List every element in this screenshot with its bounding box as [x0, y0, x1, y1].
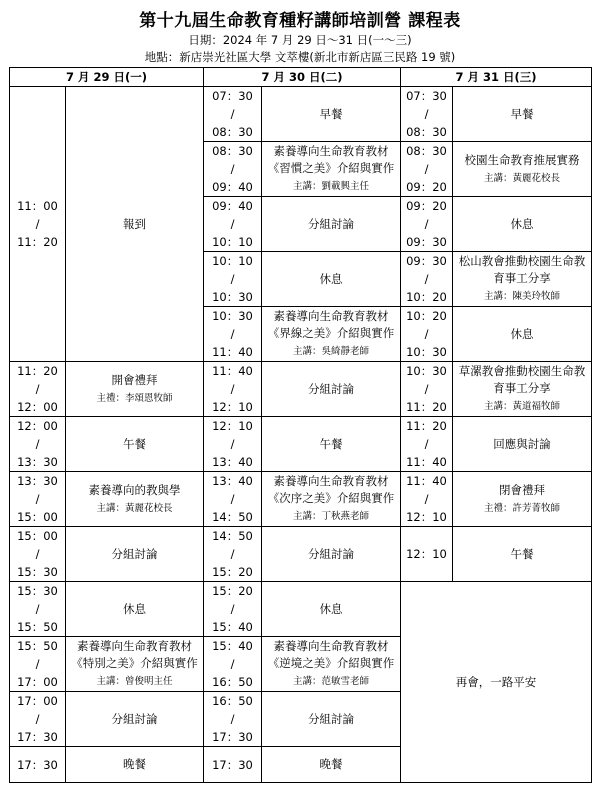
d2-activity-cell	[262, 142, 401, 197]
activity-title: 休息	[510, 326, 534, 341]
activity-title: 分組討論	[111, 546, 158, 561]
d3-activity-cell	[453, 252, 592, 307]
d3-activity-cell	[453, 362, 592, 417]
time-end: 12：10	[212, 400, 253, 414]
activity-title: 校園生命教育推展實務	[464, 152, 580, 167]
time-start: 14：50	[212, 529, 253, 543]
activity-title: 素養導向生命教育教材	[77, 639, 192, 653]
time-separator: /	[230, 107, 235, 121]
time-start: 08：30	[212, 144, 253, 158]
schedule-row	[10, 87, 592, 142]
d2-activity-cell	[262, 417, 401, 472]
time-separator: /	[424, 327, 429, 341]
d2-time-cell	[204, 142, 262, 197]
activity-title: 休息	[319, 271, 343, 286]
time-end: 15：00	[17, 510, 58, 524]
activity-title: 育事工分享	[493, 381, 551, 395]
activity-title: 《特別之美》介紹與實作	[71, 656, 198, 670]
d2-activity-cell	[262, 582, 401, 637]
time-end: 08：30	[212, 125, 253, 139]
date-line: 日期：2024 年 7 月 29 日～31 日(一～三)	[188, 33, 412, 47]
activity-title: 休息	[123, 601, 146, 616]
activity-title: 休息	[319, 601, 343, 616]
time-start: 16：50	[212, 694, 253, 708]
time-end: 12：10	[406, 510, 447, 524]
d2-activity-cell	[262, 527, 401, 582]
activity-title: 報到	[123, 216, 146, 231]
activity-speaker: 主講：黃道福牧師	[483, 401, 560, 412]
d1-time-cell	[10, 582, 66, 637]
time-separator: /	[35, 492, 40, 506]
activity-title: 早餐	[510, 106, 534, 121]
time-separator: /	[230, 382, 235, 396]
time-end: 15：50	[17, 620, 58, 634]
d1-activity-cell	[66, 417, 204, 472]
d3-activity-cell	[453, 87, 592, 142]
time-end: 10：30	[212, 290, 253, 304]
time-separator: /	[424, 492, 429, 506]
time-end: 11：40	[212, 345, 253, 359]
time-start: 09：20	[406, 199, 447, 213]
day-header-row	[10, 68, 592, 87]
time-end: 10：10	[212, 235, 253, 249]
time-end: 15：30	[17, 565, 58, 579]
time-start: 13：40	[212, 474, 253, 488]
time-start: 12：10	[406, 547, 447, 561]
time-end: 09：30	[406, 235, 447, 249]
d3-time-cell	[401, 472, 453, 527]
time-separator: /	[35, 657, 40, 671]
time-start: 17：30	[17, 757, 58, 772]
d3-activity-cell	[453, 527, 592, 582]
time-separator: /	[230, 602, 235, 616]
time-start: 10：30	[406, 364, 447, 378]
time-start: 11：40	[212, 364, 253, 378]
activity-title: 午餐	[123, 436, 146, 451]
farewell-text: 再會，一路平安	[455, 675, 537, 689]
activity-speaker: 主禮：李頌恩牧師	[96, 392, 173, 404]
d2-time-cell	[204, 747, 262, 783]
time-separator: /	[230, 712, 235, 726]
d2-time-cell	[204, 362, 262, 417]
time-start: 09：30	[406, 254, 447, 268]
time-start: 11：40	[406, 474, 447, 488]
activity-title: 早餐	[319, 106, 343, 121]
time-end: 08：30	[406, 125, 447, 139]
page-title: 第十九屆生命教育種籽講師培訓營 課程表	[139, 11, 461, 31]
d3-time-cell	[401, 307, 453, 362]
activity-title: 休息	[510, 216, 534, 231]
d1-time-cell	[10, 87, 66, 362]
schedule-table	[9, 67, 592, 783]
time-start: 15：40	[212, 639, 253, 653]
time-start: 12：00	[17, 419, 58, 433]
activity-speaker: 主講：吳綺靜老師	[292, 346, 369, 357]
time-separator: /	[424, 272, 429, 286]
time-separator: /	[424, 162, 429, 176]
d3-activity-cell	[453, 472, 592, 527]
activity-speaker: 主禮：許芳菁牧師	[483, 502, 560, 514]
d3-time-cell	[401, 87, 453, 142]
d2-time-cell	[204, 472, 262, 527]
time-start: 07：30	[212, 89, 253, 103]
activity-speaker: 主講：劉載興主任	[292, 181, 369, 192]
day-header-1: 7 月 29 日(一)	[10, 68, 204, 87]
time-start: 17：30	[212, 757, 253, 772]
schedule-row	[10, 417, 592, 472]
d2-activity-cell	[262, 747, 401, 783]
time-separator: /	[35, 217, 40, 231]
activity-title: 閉會禮拜	[499, 482, 545, 497]
activity-title: 分組討論	[308, 546, 354, 561]
d2-time-cell	[204, 417, 262, 472]
time-separator: /	[230, 547, 235, 561]
activity-title: 晚餐	[319, 757, 343, 771]
time-start: 15：30	[17, 584, 58, 598]
time-start: 11：20	[406, 419, 447, 433]
time-start: 12：10	[212, 419, 253, 433]
time-separator: /	[35, 712, 40, 726]
time-end: 15：40	[212, 620, 253, 634]
d3-time-cell	[401, 252, 453, 307]
time-start: 07：30	[406, 89, 447, 103]
activity-title: 分組討論	[111, 711, 158, 726]
d1-activity-cell	[66, 747, 204, 783]
activity-title: 《逆境之美》介紹與實作	[267, 656, 395, 670]
time-end: 13：30	[17, 455, 58, 469]
time-separator: /	[35, 382, 40, 396]
schedule-row	[10, 472, 592, 527]
activity-title: 回應與討論	[493, 436, 551, 451]
time-start: 11：00	[17, 199, 58, 213]
time-start: 15：00	[17, 529, 58, 543]
d2-time-cell	[204, 692, 262, 747]
schedule-row	[10, 527, 592, 582]
activity-title: 素養導向生命教育教材	[273, 144, 389, 158]
location-line: 地點：新店崇光社區大學 文萃樓(新北市新店區三民路 19 號)	[144, 50, 456, 64]
d1-activity-cell	[66, 527, 204, 582]
d1-activity-cell	[66, 362, 204, 417]
activity-title: 分組討論	[308, 711, 354, 726]
time-separator: /	[35, 547, 40, 561]
d1-time-cell	[10, 637, 66, 692]
time-end: 09：40	[212, 180, 253, 194]
d3-activity-cell	[453, 142, 592, 197]
time-start: 10：30	[212, 309, 253, 323]
time-separator: /	[230, 437, 235, 451]
time-end: 11：20	[406, 400, 447, 414]
d1-time-cell	[10, 527, 66, 582]
activity-title: 《習慣之美》介紹與實作	[267, 161, 395, 175]
time-separator: /	[35, 437, 40, 451]
time-end: 15：20	[212, 565, 253, 579]
activity-title: 素養導向生命教育教材	[273, 474, 389, 488]
d3-time-cell	[401, 527, 453, 582]
d3-time-cell	[401, 197, 453, 252]
time-separator: /	[230, 162, 235, 176]
time-end: 14：50	[212, 510, 253, 524]
d3-time-cell	[401, 362, 453, 417]
farewell-cell	[401, 582, 592, 783]
d1-time-cell	[10, 692, 66, 747]
d2-activity-cell	[262, 197, 401, 252]
time-start: 09：40	[212, 199, 253, 213]
d1-activity-cell	[66, 87, 204, 362]
d2-time-cell	[204, 527, 262, 582]
d2-time-cell	[204, 252, 262, 307]
d2-time-cell	[204, 87, 262, 142]
activity-title: 分組討論	[308, 216, 354, 231]
schedule-row	[10, 362, 592, 417]
d1-time-cell	[10, 747, 66, 783]
time-separator: /	[35, 602, 40, 616]
time-separator: /	[230, 492, 235, 506]
activity-title: 素養導向生命教育教材	[273, 309, 389, 323]
time-end: 11：20	[17, 235, 58, 249]
activity-title: 午餐	[510, 546, 534, 561]
activity-speaker: 主講：曾俊明主任	[96, 676, 173, 687]
activity-title: 素養導向生命教育教材	[273, 639, 389, 653]
time-separator: /	[424, 107, 429, 121]
time-end: 17：30	[212, 730, 253, 744]
d2-activity-cell	[262, 362, 401, 417]
d2-activity-cell	[262, 472, 401, 527]
time-start: 08：30	[406, 144, 447, 158]
activity-title: 晚餐	[123, 757, 146, 771]
d1-activity-cell	[66, 692, 204, 747]
activity-speaker: 主講：丁秋燕老師	[292, 511, 369, 522]
time-end: 09：20	[406, 180, 447, 194]
d2-activity-cell	[262, 252, 401, 307]
d2-time-cell	[204, 307, 262, 362]
day-header-3: 7 月 31 日(三)	[401, 68, 592, 87]
d2-activity-cell	[262, 307, 401, 362]
time-start: 10：20	[406, 309, 447, 323]
time-end: 16：50	[212, 675, 253, 689]
d2-activity-cell	[262, 87, 401, 142]
time-separator: /	[230, 272, 235, 286]
activity-title: 分組討論	[308, 381, 354, 396]
time-start: 17：00	[17, 694, 58, 708]
d2-activity-cell	[262, 637, 401, 692]
time-end: 10：20	[406, 290, 447, 304]
d1-time-cell	[10, 362, 66, 417]
activity-speaker: 主講：黃麗花校長	[483, 172, 560, 184]
time-end: 17：00	[17, 675, 58, 689]
time-end: 10：30	[406, 345, 447, 359]
activity-title: 松山教會推動校園生命教	[458, 254, 586, 268]
d1-time-cell	[10, 417, 66, 472]
time-start: 15：50	[17, 639, 58, 653]
d1-activity-cell	[66, 582, 204, 637]
time-separator: /	[230, 217, 235, 231]
time-end: 17：30	[17, 730, 58, 744]
activity-speaker: 主講：黃麗花校長	[96, 502, 173, 514]
time-start: 10：10	[212, 254, 253, 268]
time-start: 13：30	[17, 474, 58, 488]
d2-time-cell	[204, 637, 262, 692]
activity-title: 素養導向的教與學	[88, 482, 181, 497]
d2-time-cell	[204, 582, 262, 637]
activity-speaker: 主講：范敏雪老師	[292, 676, 369, 687]
d1-activity-cell	[66, 637, 204, 692]
time-start: 11：20	[17, 364, 58, 378]
d3-time-cell	[401, 142, 453, 197]
activity-title: 草漯教會推動校園生命教	[458, 364, 586, 378]
d1-activity-cell	[66, 472, 204, 527]
activity-title: 午餐	[319, 436, 343, 451]
d3-activity-cell	[453, 197, 592, 252]
d3-activity-cell	[453, 307, 592, 362]
time-end: 12：00	[17, 400, 58, 414]
activity-title: 育事工分享	[493, 271, 551, 285]
activity-title: 《界線之美》介紹與實作	[267, 326, 395, 340]
d3-time-cell	[401, 417, 453, 472]
day-header-2: 7 月 30 日(二)	[204, 68, 401, 87]
time-separator: /	[424, 437, 429, 451]
d2-activity-cell	[262, 692, 401, 747]
d1-time-cell	[10, 472, 66, 527]
time-separator: /	[230, 327, 235, 341]
time-separator: /	[424, 217, 429, 231]
time-end: 13：40	[212, 455, 253, 469]
activity-speaker: 主講：陳美玲牧師	[483, 291, 560, 302]
time-start: 15：20	[212, 584, 253, 598]
time-separator: /	[230, 657, 235, 671]
activity-title: 開會禮拜	[111, 372, 158, 387]
time-separator: /	[424, 382, 429, 396]
time-end: 11：40	[406, 455, 447, 469]
schedule-body	[10, 87, 592, 783]
d3-activity-cell	[453, 417, 592, 472]
activity-title: 《次序之美》介紹與實作	[267, 491, 395, 505]
d2-time-cell	[204, 197, 262, 252]
schedule-row	[10, 582, 592, 637]
